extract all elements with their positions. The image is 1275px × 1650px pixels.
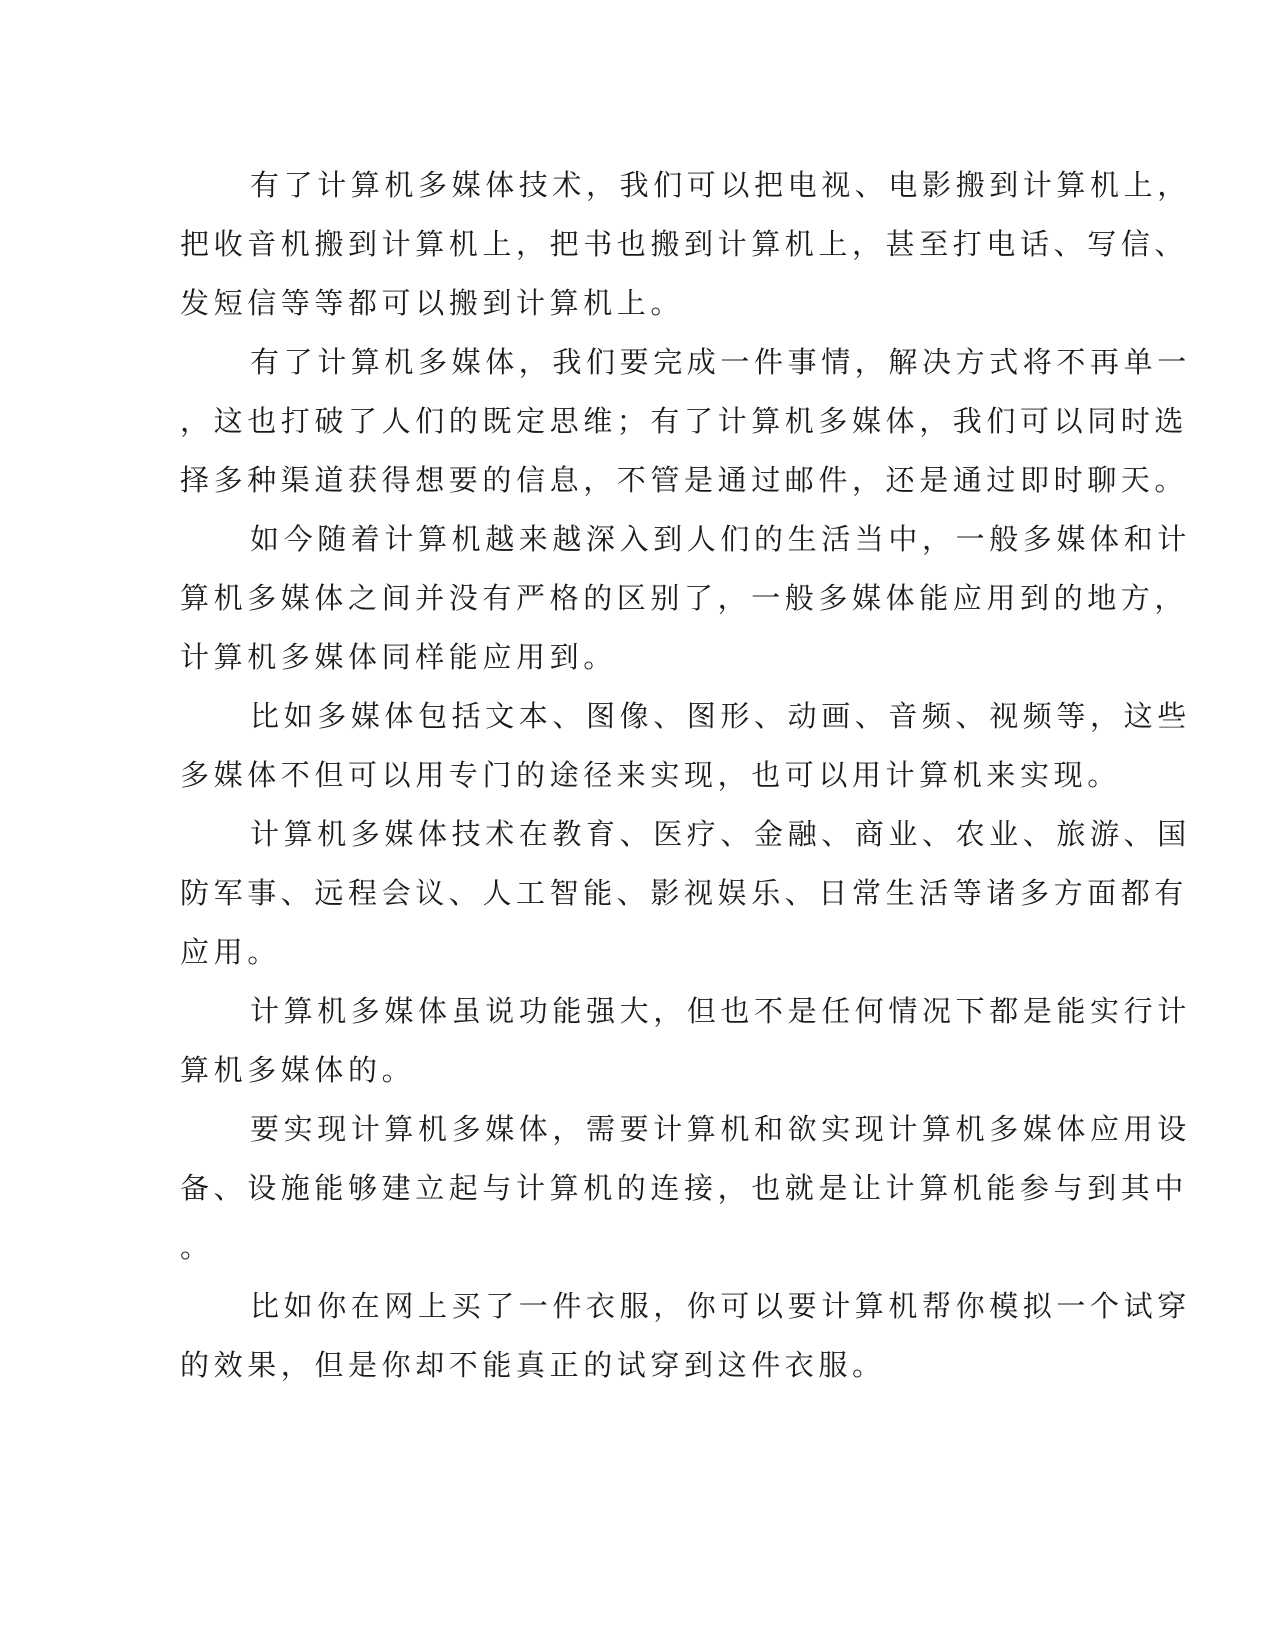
text-line: 发短信等等都可以搬到计算机上。: [180, 286, 685, 320]
text-line: 算机多媒体之间并没有严格的区别了，一般多媒体能应用到的地方，: [180, 581, 1189, 615]
paragraph: [180, 156, 1191, 333]
text-line: 应用。: [180, 935, 281, 969]
text-line: 有了计算机多媒体，我们要完成一件事情，解决方式将不再单一: [250, 345, 1191, 379]
paragraph: [180, 510, 1191, 687]
paragraph: [180, 333, 1191, 510]
text-line: 计算机多媒体虽说功能强大，但也不是任何情况下都是能实行计: [250, 994, 1191, 1028]
text-line: 比如你在网上买了一件衣服，你可以要计算机帮你模拟一个试穿: [250, 1289, 1191, 1323]
text-line: 多媒体不但可以用专门的途径来实现，也可以用计算机来实现。: [180, 758, 1121, 792]
text-line: 。: [180, 1230, 214, 1264]
document-body: [180, 156, 1191, 1395]
paragraph: [180, 1100, 1191, 1277]
paragraph: [180, 805, 1191, 982]
text-line: 如今随着计算机越来越深入到人们的生活当中，一般多媒体和计: [250, 522, 1191, 556]
text-line: 备、设施能够建立起与计算机的连接，也就是让计算机能参与到其中: [180, 1171, 1189, 1205]
text-line: ，这也打破了人们的既定思维；有了计算机多媒体，我们可以同时选: [180, 404, 1189, 438]
text-line: 的效果，但是你却不能真正的试穿到这件衣服。: [180, 1348, 886, 1382]
paragraph: [180, 982, 1191, 1100]
text-line: 计算机多媒体技术在教育、医疗、金融、商业、农业、旅游、国: [250, 817, 1191, 851]
text-line: 择多种渠道获得想要的信息，不管是通过邮件，还是通过即时聊天。: [180, 463, 1189, 497]
text-line: 算机多媒体的。: [180, 1053, 416, 1087]
text-line: 计算机多媒体同样能应用到。: [180, 640, 617, 674]
text-line: 把收音机搬到计算机上，把书也搬到计算机上，甚至打电话、写信、: [180, 227, 1189, 261]
paragraph: [180, 1277, 1191, 1395]
text-line: 有了计算机多媒体技术，我们可以把电视、电影搬到计算机上，: [250, 168, 1191, 202]
text-line: 比如多媒体包括文本、图像、图形、动画、音频、视频等，这些: [250, 699, 1191, 733]
paragraph: [180, 687, 1191, 805]
text-line: 要实现计算机多媒体，需要计算机和欲实现计算机多媒体应用设: [250, 1112, 1191, 1146]
text-line: 防军事、远程会议、人工智能、影视娱乐、日常生活等诸多方面都有: [180, 876, 1189, 910]
